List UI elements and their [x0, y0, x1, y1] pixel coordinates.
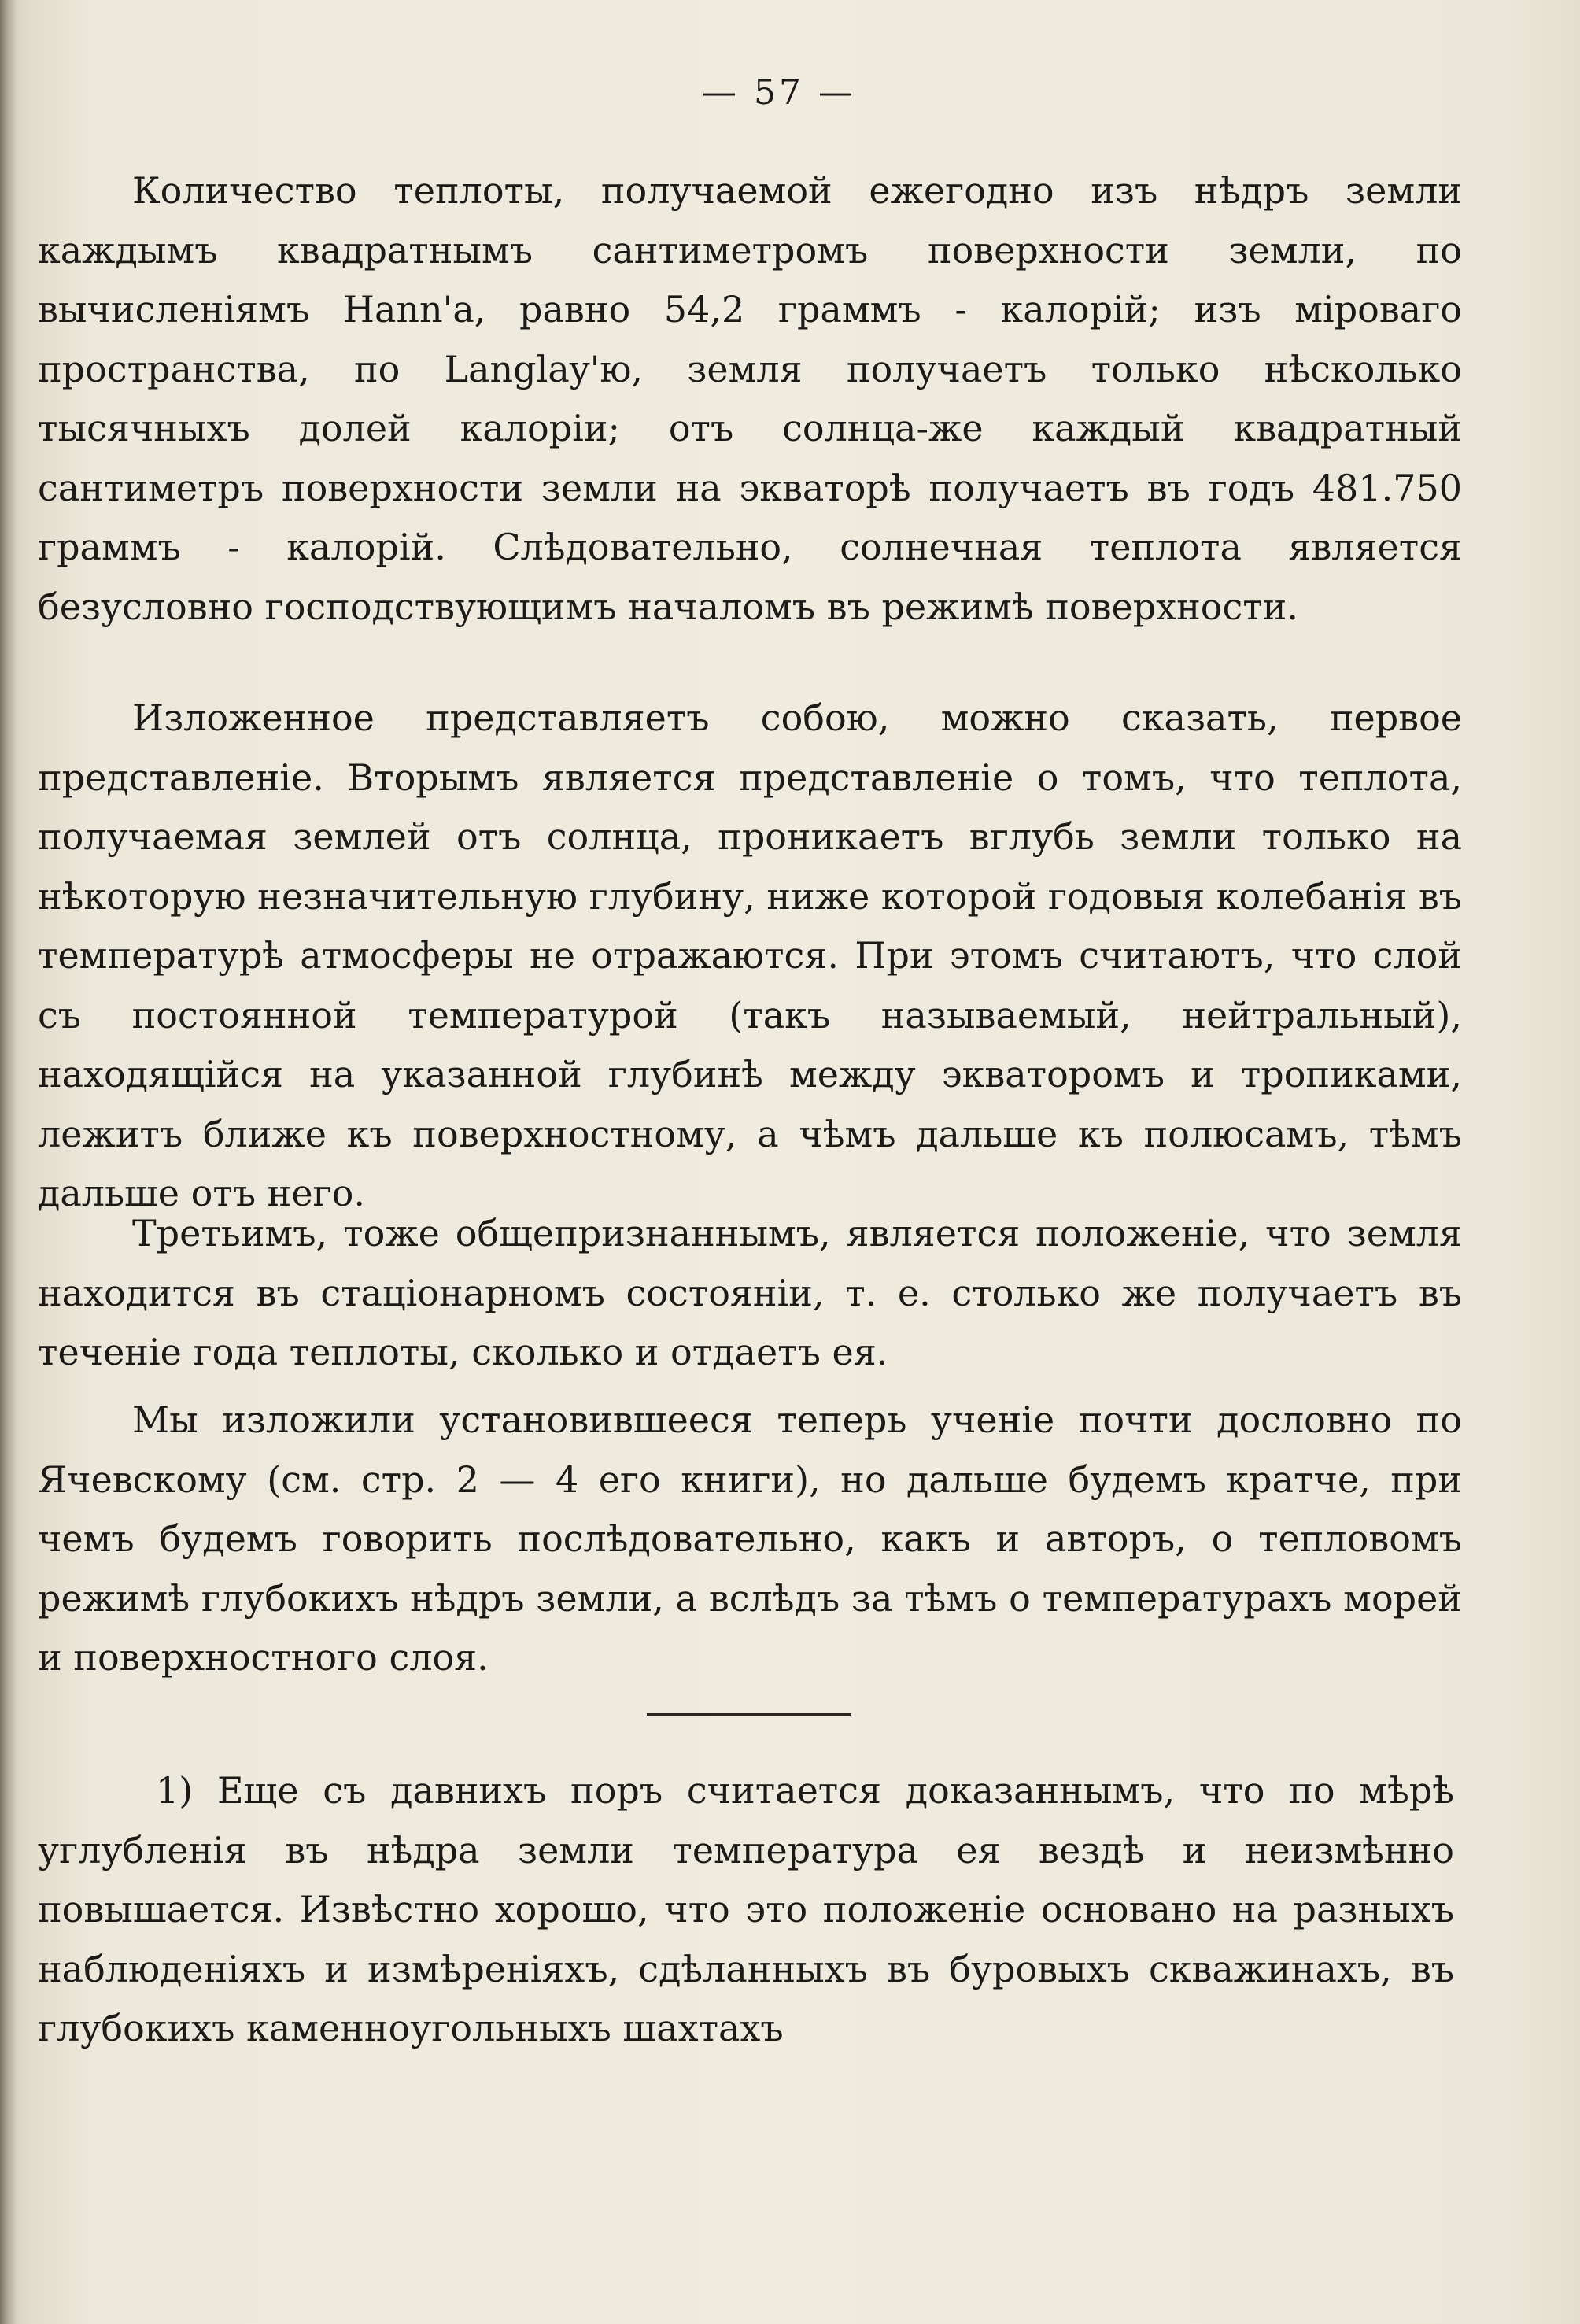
paragraph: Мы изложили установившееся теперь ученіе почти дословно по Ячевскому (см. стр. 2 — 4 его книги), но дальше будемъ кратче, при чемъ будемъ говорить послѣдовательно, какъ и авторъ, о тепловомъ режимѣ глубокихъ нѣдръ земли, а вслѣдъ за тѣмъ о температурахъ морей и поверхностного слоя.: [38, 1398, 1462, 1679]
footnote-block: [38, 1761, 1454, 2059]
footnote-text: 1) Еще съ давнихъ поръ считается доказаннымъ, что по мѣрѣ углубленія въ нѣдра земли температура ея вездѣ и неизмѣнно повышается. Извѣстно хорошо, что это положеніе основано на разныхъ наблюденіяхъ и измѣреніяхъ, сдѣланныхъ въ буровыхъ скважинахъ, въ глубокихъ каменноугольныхъ шахтахъ: [38, 1769, 1454, 2049]
paragraph-4-block: [38, 1391, 1462, 1688]
paragraph-3-block: [38, 1204, 1462, 1383]
paragraph-1-block: [38, 161, 1462, 637]
paragraph: Третьимъ, тоже общепризнаннымъ, является положеніе, что земля находится въ стаціонарномъ состояніи, т. е. столько же получаетъ въ теченіе года теплоты, сколько и отдаетъ ея.: [38, 1212, 1462, 1373]
paragraph: Изложенное представляетъ собою, можно сказать, первое представленіе. Вторымъ является представленіе о томъ, что теплота, получаемая землей отъ солнца, проникаетъ вглубь земли только на нѣкоторую незначительную глубину, ниже которой годовыя колебанія въ температурѣ атмосферы не отражаются. При этомъ считаютъ, что слой съ постоянной температурой (такъ называемый, нейтральный), находящійся на указанной глубинѣ между экваторомъ и тропиками, лежитъ ближе къ поверхностному, а чѣмъ дальше къ полюсамъ, тѣмъ дальше отъ него.: [38, 696, 1462, 1214]
paragraph-2-block: [38, 689, 1462, 1224]
footnote-divider: [647, 1713, 851, 1716]
paragraph: Количество теплоты, получаемой ежегодно изъ нѣдръ земли каждымъ квадратнымъ сантиметромъ поверхности земли, по вычисленіямъ Hann'a, равно 54,2 граммъ - калорій; изъ міроваго пространства, по Langlay'ю, земля получаетъ только нѣсколько тысячныхъ долей калоріи; отъ солнца-же каждый квадратный сантиметръ поверхности земли на экваторѣ получаетъ въ годъ 481.750 граммъ - калорій. Слѣдовательно, солнечная теплота является безусловно господствующимъ началомъ въ режимѣ поверхности.: [38, 169, 1462, 628]
binding-shadow: [0, 0, 17, 2324]
page-number: — 57 —: [702, 72, 856, 113]
